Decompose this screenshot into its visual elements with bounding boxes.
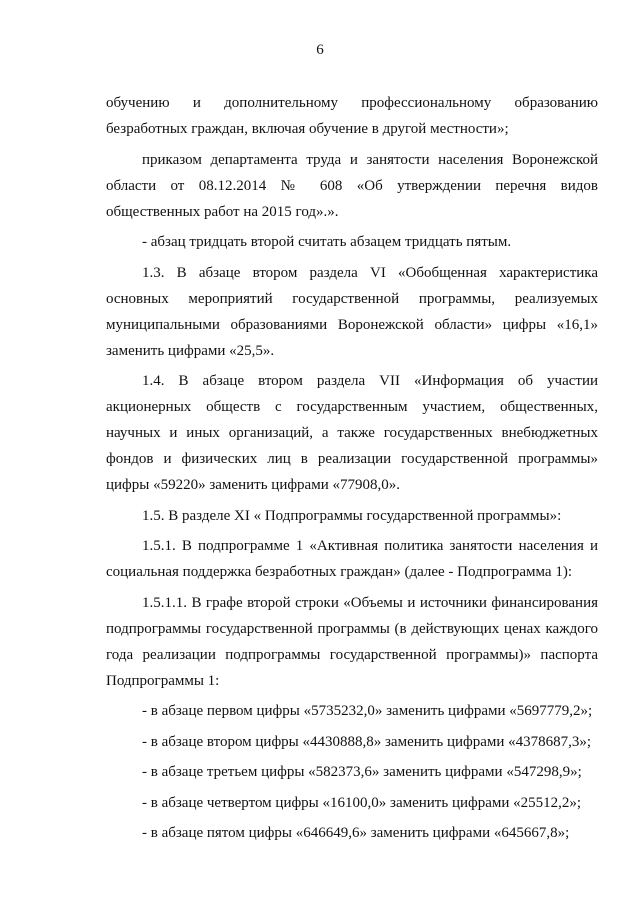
paragraph-item-1-4: 1.4. В абзаце втором раздела VII «Информация об участии акционерных обществ с государственным участием, общественных, научных и иных организаций, а также государственных внебюджетных фондов и физических лиц в реализации государственной программы» цифры «59220» заменить цифрами «77908,0».: [106, 373, 598, 493]
list-item: - в абзаце четвертом цифры «16100,0» заменить цифрами «25512,2»;: [142, 794, 582, 811]
page-number: 6: [316, 42, 324, 58]
amendment-list: [106, 698, 598, 846]
document-body: [106, 90, 598, 851]
paragraph-continuation: обучению и дополнительному профессиональному образованию безработных граждан, включая обучение в другой местности»;: [106, 95, 598, 137]
paragraph-item-1-5-1-1: 1.5.1.1. В графе второй строки «Объемы и источники финансирования подпрограммы государственной программы (в действующих ценах каждого года реализации подпрограммы государственной программы)» паспорта Подпрограммы 1:: [106, 594, 598, 689]
paragraph-item-1-3: 1.3. В абзаце втором раздела VI «Обобщенная характеристика основных мероприятий государственной программы, реализуемых муниципальными образованиями Воронежской области» цифры «16,1» заменить цифрами «25,5».: [106, 264, 598, 359]
paragraph-item-1-5: 1.5. В разделе XI « Подпрограммы государственной программы»:: [142, 507, 562, 524]
list-item: - в абзаце пятом цифры «646649,6» заменить цифрами «645667,8»;: [142, 825, 570, 841]
list-item: - в абзаце третьем цифры «582373,6» заменить цифрами «547298,9»;: [142, 764, 582, 780]
paragraph-renumber: - абзац тридцать второй считать абзацем тридцать пятым.: [142, 234, 512, 250]
paragraph-item-1-5-1: 1.5.1. В подпрограмме 1 «Активная политика занятости населения и социальная поддержка безработных граждан» (далее - Подпрограмма 1):: [106, 538, 598, 580]
list-item: - в абзаце первом цифры «5735232,0» заменить цифрами «5697779,2»;: [142, 703, 593, 719]
paragraph-order-reference: приказом департамента труда и занятости населения Воронежской области от 08.12.2014 № 608 «Об утверждении перечня видов общественных работ на 2015 год».».: [106, 151, 598, 220]
list-item: - в абзаце втором цифры «4430888,8» заменить цифрами «4378687,3»;: [142, 733, 592, 750]
